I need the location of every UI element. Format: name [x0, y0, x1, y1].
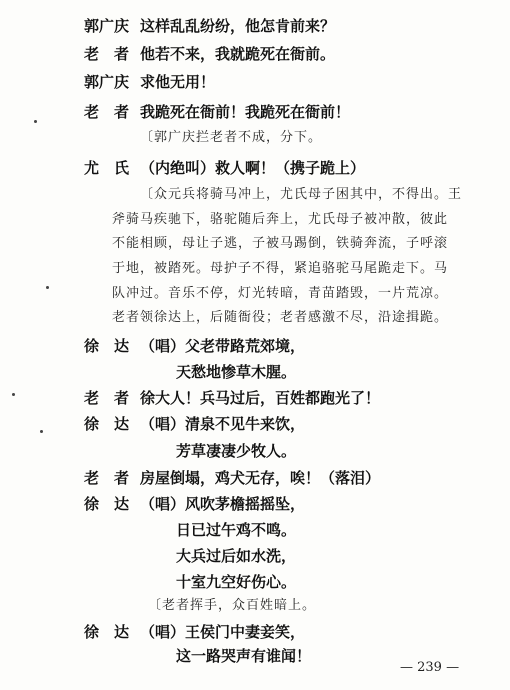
page-number: — 239 —	[400, 660, 460, 675]
stage-direction-text: 〔老者挥手，众百姓暗上。	[148, 598, 317, 613]
verse-text: 芳草凄凄少牧人。	[176, 442, 297, 460]
dialogue-text: （唱）王侯门中妻妾笑，	[140, 623, 306, 641]
verse-text: 大兵过后如水洗，	[176, 547, 297, 565]
speaker-name: 徐 达	[84, 337, 130, 355]
stage-direction-text: 斧骑马疾驰下，骆驼随后奔上，尤氏母子被冲散，彼此	[112, 212, 449, 227]
dialogue-text: 徐大人！兵马过后，百姓都跑光了！	[140, 389, 381, 407]
speaker-name: 老 者	[84, 103, 130, 121]
speaker-name: 郭广庆	[84, 73, 130, 91]
margin-mark	[12, 393, 15, 396]
verse-text: 日已过午鸡不鸣。	[176, 521, 297, 539]
dialogue-text: 这样乱乱纷纷，他怎肯前来？	[140, 17, 336, 35]
stage-direction-text: 老者领徐达上，后随衙役；老者感激不尽，沿途揖跪。	[112, 310, 449, 325]
speaker-name: 老 者	[84, 389, 130, 407]
speaker-name: 尤 氏	[84, 159, 130, 177]
margin-mark	[46, 286, 49, 289]
speaker-name: 徐 达	[84, 415, 130, 433]
speaker-name: 徐 达	[84, 495, 130, 513]
margin-mark	[40, 430, 43, 433]
dialogue-text: （内绝叫）救人啊！（携子跪上）	[140, 159, 366, 177]
stage-direction-text: 〔郭广庆拦老者不成，分下。	[140, 130, 323, 145]
speaker-name: 老 者	[84, 45, 130, 63]
speaker-name: 徐 达	[84, 623, 130, 641]
dialogue-text: 他若不来，我就跪死在衙前。	[140, 45, 336, 63]
dialogue-text: 求他无用！	[140, 73, 216, 91]
speaker-name: 郭广庆	[84, 17, 130, 35]
speaker-name: 老 者	[84, 469, 130, 487]
dialogue-text: 我跪死在衙前！我跪死在衙前！	[140, 103, 351, 121]
margin-mark	[34, 120, 37, 123]
verse-text: 这一路哭声有谁闻！	[176, 647, 312, 665]
dialogue-text: 房屋倒塌，鸡犬无存，唉！（落泪）	[140, 469, 381, 487]
dialogue-text: （唱）风吹茅檐摇摇坠，	[140, 495, 306, 513]
verse-text: 十室九空好伤心。	[176, 573, 297, 591]
dialogue-text: （唱）父老带路荒郊境，	[140, 337, 306, 355]
verse-text: 天愁地惨草木腥。	[176, 363, 297, 381]
stage-direction-text: 队冲过。音乐不停，灯光转暗，青苗踏毁，一片荒凉。	[112, 286, 449, 301]
dialogue-text: （唱）清泉不见牛来饮，	[140, 415, 306, 433]
stage-direction-text: 〔众元兵将骑马冲上，尤氏母子困其中，不得出。王	[140, 187, 463, 202]
stage-direction-text: 不能相顾，母让子逃，子被马踢倒，铁骑奔流，子呼滚	[112, 236, 449, 251]
stage-direction-text: 于地，被踏死。母护子不得，紧追骆驼马尾跪走下。马	[112, 261, 449, 276]
